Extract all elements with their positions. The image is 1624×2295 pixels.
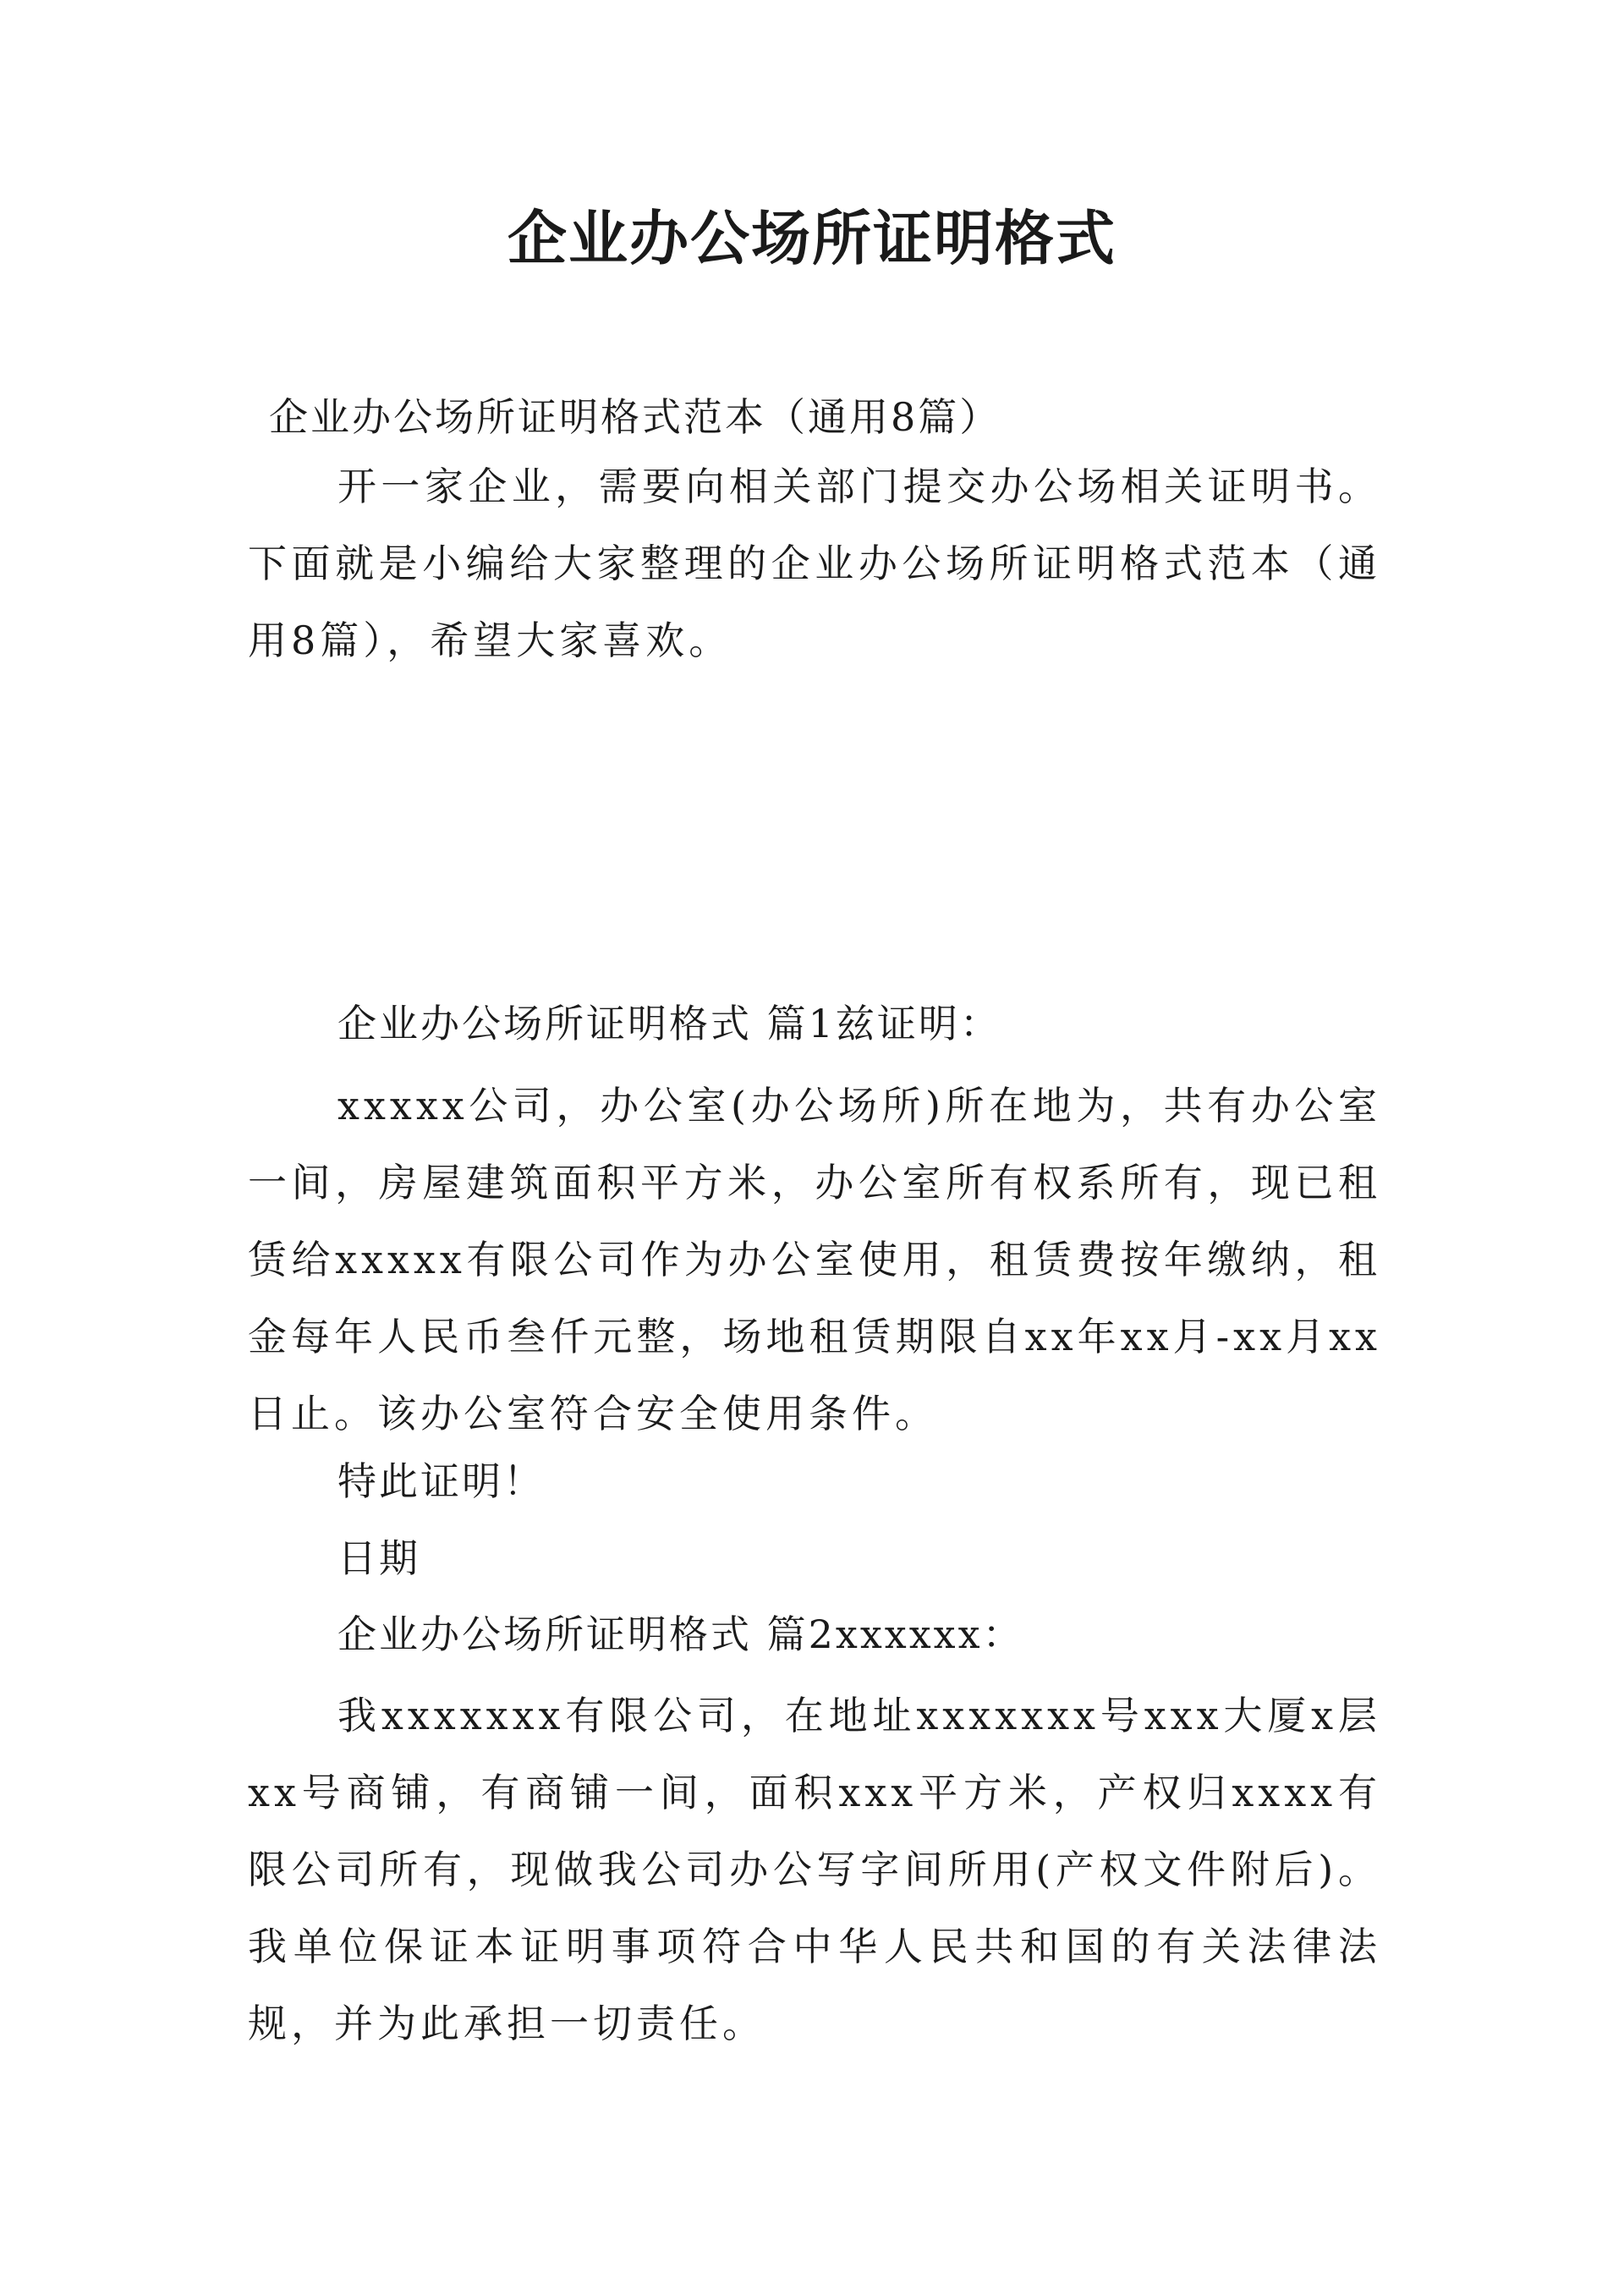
section2-heading: 企业办公场所证明格式 篇2xxxxxx： — [337, 1611, 1024, 1657]
section1-heading: 企业办公场所证明格式 篇1兹证明： — [337, 1001, 1001, 1046]
document-title: 企业办公场所证明格式 — [508, 204, 1116, 273]
intro-paragraph: 开一家企业，需要向相关部门提交办公场相关证明书。下面就是小编给大家整理的企业办公场所证明格式范本（通用8篇），希望大家喜欢。 — [248, 464, 1381, 663]
section1-date-label: 日期 — [337, 1535, 420, 1581]
section1-body: xxxxx公司，办公室(办公场所)所在地为，共有办公室一间，房屋建筑面积平方米，办公室所有权系所有，现已租赁给xxxxx有限公司作为办公室使用，租赁费按年缴纳，租金每年人民币叁仟元整，场地租赁期限自xx年xx月-xx月xx日止。该办公室符合安全使用条件。 — [248, 1083, 1381, 1436]
section2-body: 我xxxxxxx有限公司，在地址xxxxxxx号xxx大厦x层xx号商铺，有商铺一间，面积xxx平方米，产权归xxxx有限公司所有，现做我公司办公写字间所用(产权文件附后)。我单位保证本证明事项符合中华人民共和国的有关法律法规，并为此承担一切责任。 — [248, 1693, 1381, 2046]
document-subtitle: 企业办公场所证明格式范本（通用8篇） — [269, 394, 1001, 440]
section1-closing: 特此证明！ — [337, 1458, 545, 1504]
